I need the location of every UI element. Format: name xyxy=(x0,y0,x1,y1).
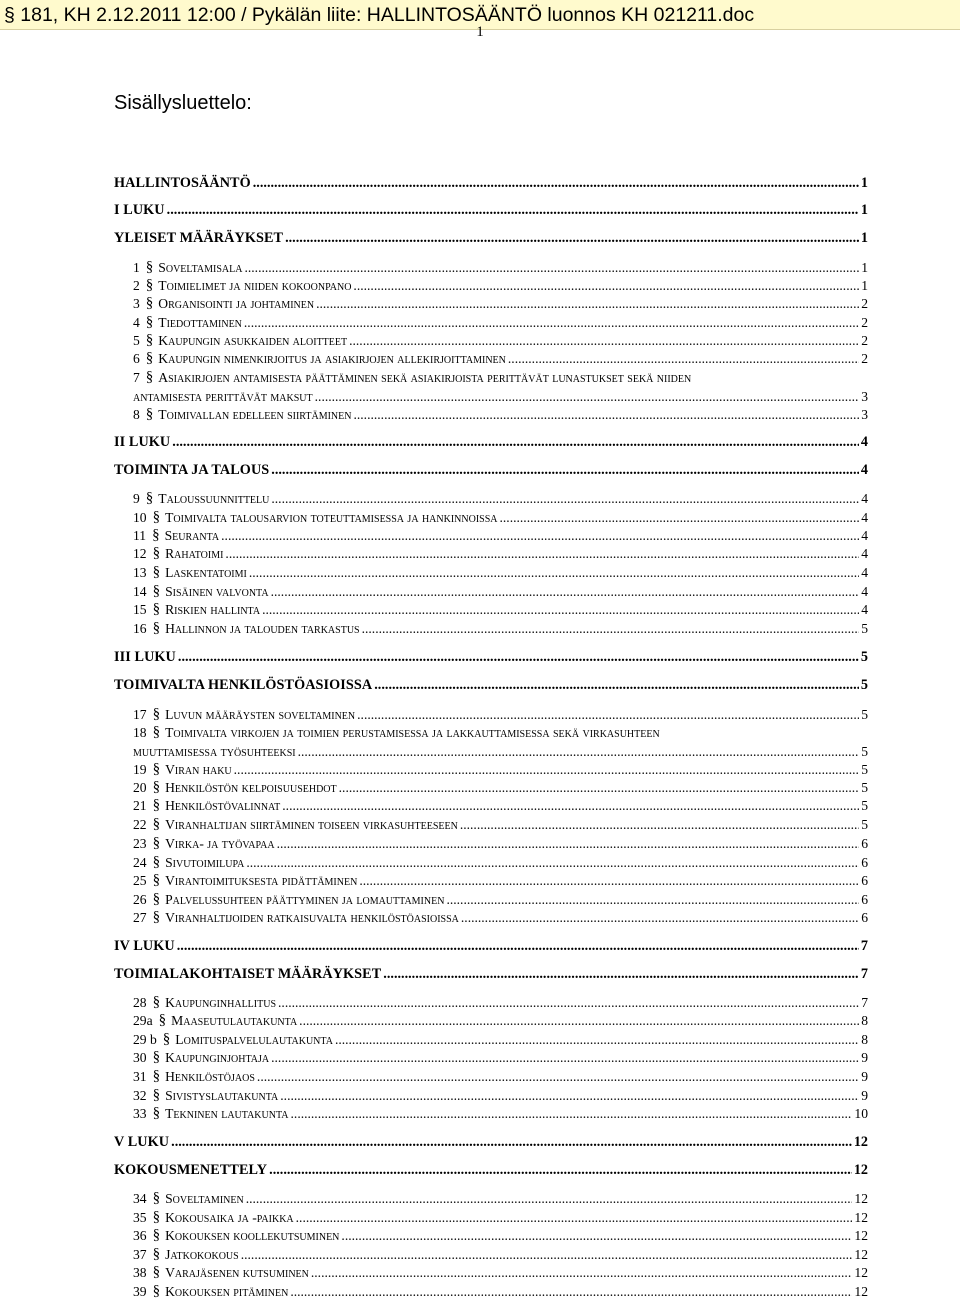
section-number: 34 xyxy=(133,1191,147,1206)
dot-leader xyxy=(374,677,859,694)
toc-section-entry[interactable] xyxy=(133,891,868,908)
toc-section-entry[interactable] xyxy=(133,277,868,294)
section-number: 16 xyxy=(133,621,147,636)
toc-section-entry[interactable] xyxy=(133,545,868,562)
section-sign-icon: § xyxy=(152,891,161,907)
entry-label: Viran haku xyxy=(165,762,232,777)
page-ref: 4 xyxy=(861,491,868,506)
section-number: 4 xyxy=(133,315,140,330)
section-number: 23 xyxy=(133,836,147,851)
dot-leader xyxy=(316,296,859,312)
section-sign-icon: § xyxy=(145,259,154,275)
dot-leader xyxy=(296,1210,853,1226)
page-ref: 9 xyxy=(861,1050,868,1065)
section-sign-icon: § xyxy=(145,490,154,506)
page-ref: 2 xyxy=(861,333,868,348)
entry-label: Toimivalta virkojen ja toimien perustamisessa ja lakkauttamisessa sekä virkasuhteen xyxy=(165,725,660,740)
section-sign-icon: § xyxy=(152,620,161,636)
toc-section-entry[interactable] xyxy=(133,1246,868,1263)
entry-label: Henkilöstöjaos xyxy=(165,1069,255,1084)
section-number: 6 xyxy=(133,351,140,366)
entry-label: Sivutoimilupa xyxy=(165,855,245,870)
section-number: 13 xyxy=(133,565,147,580)
dot-leader xyxy=(241,1247,853,1263)
section-number: 11 xyxy=(133,528,147,543)
entry-label: Toimivallan edelleen siirtäminen xyxy=(158,407,352,422)
toc-section-entry-continuation[interactable] xyxy=(133,388,868,405)
section-number: 14 xyxy=(133,584,147,599)
toc-section-entry[interactable] xyxy=(133,1227,868,1244)
dot-leader xyxy=(359,873,859,889)
entry-label: Kaupungin nimenkirjoitus ja asiakirjojen allekirjoittaminen xyxy=(158,351,506,366)
dot-leader xyxy=(246,1191,853,1207)
entry-label: Riskien hallinta xyxy=(165,602,261,617)
entry-label: Asiakirjojen antamisesta päättäminen sekä asiakirjoista perittävät lunastukset sekä niiden xyxy=(158,370,692,385)
toc-section-entry[interactable] xyxy=(133,406,868,423)
page-ref: 6 xyxy=(861,892,868,907)
dot-leader xyxy=(249,565,859,581)
entry-label: Kaupungin asukkaiden aloitteet xyxy=(158,333,348,348)
page-ref: 12 xyxy=(854,1247,868,1262)
page-ref: 5 xyxy=(861,744,868,759)
page-ref: 10 xyxy=(854,1106,868,1121)
section-number: 1 xyxy=(133,260,140,275)
dot-leader xyxy=(383,966,859,983)
dot-leader xyxy=(271,462,859,479)
section-sign-icon: § xyxy=(152,1087,161,1103)
section-number: 38 xyxy=(133,1265,147,1280)
toc-section-entry[interactable] xyxy=(133,295,868,312)
page-ref: 7 xyxy=(860,938,868,954)
toc-section-entry[interactable] xyxy=(133,872,868,889)
toc-section-entry[interactable] xyxy=(133,564,868,581)
entry-label: Maaseutulautakunta xyxy=(171,1013,298,1028)
section-sign-icon: § xyxy=(152,1209,161,1225)
entry-label: Virantoimituksesta pidättäminen xyxy=(165,873,358,888)
dot-leader xyxy=(271,584,860,600)
entry-label: Sisäinen valvonta xyxy=(165,584,269,599)
section-number: 20 xyxy=(133,780,147,795)
dot-leader xyxy=(299,1013,859,1029)
entry-label: TOIMIALAKOHTAISET MÄÄRÄYKSET xyxy=(114,966,382,982)
toc-section-entry[interactable] xyxy=(133,527,868,544)
section-sign-icon: § xyxy=(152,872,161,888)
entry-label: HALLINTOSÄÄNTÖ xyxy=(114,175,251,191)
page-ref: 3 xyxy=(861,407,868,422)
section-sign-icon: § xyxy=(145,369,154,385)
section-sign-icon: § xyxy=(145,314,154,330)
toc-section-entry[interactable] xyxy=(133,1087,868,1104)
entry-label: III LUKU xyxy=(114,649,176,665)
dot-leader xyxy=(285,230,859,247)
section-sign-icon: § xyxy=(145,332,154,348)
dot-leader xyxy=(234,762,860,778)
section-number: 9 xyxy=(133,491,140,506)
page-ref: 6 xyxy=(861,855,868,870)
toc-chapter-entry[interactable] xyxy=(114,461,868,479)
page-ref: 1 xyxy=(860,175,868,191)
section-sign-icon: § xyxy=(152,1264,161,1280)
section-sign-icon: § xyxy=(152,706,161,722)
dot-leader xyxy=(172,434,859,451)
page-ref: 5 xyxy=(861,780,868,795)
dot-leader xyxy=(335,1032,859,1048)
section-sign-icon: § xyxy=(145,350,154,366)
entry-label: Seuranta xyxy=(164,528,220,543)
toc-section-entry[interactable] xyxy=(133,601,868,618)
section-sign-icon: § xyxy=(162,1031,171,1047)
entry-label: IV LUKU xyxy=(114,938,175,954)
entry-label-continuation: muuttamisessa työsuhteeksi xyxy=(133,744,296,759)
page-ref: 12 xyxy=(854,1265,868,1280)
page-ref: 12 xyxy=(853,1162,868,1178)
section-sign-icon: § xyxy=(152,816,161,832)
entry-label: TOIMIVALTA HENKILÖSTÖASIOISSA xyxy=(114,677,373,693)
entry-label: Soveltaminen xyxy=(165,1191,244,1206)
dot-leader xyxy=(357,707,859,723)
page-ref: 5 xyxy=(861,762,868,777)
section-number: 37 xyxy=(133,1247,147,1262)
dot-leader xyxy=(362,621,860,637)
dot-leader xyxy=(246,855,859,871)
page-ref: 2 xyxy=(861,296,868,311)
section-number: 22 xyxy=(133,817,147,832)
toc-section-entry[interactable] xyxy=(133,816,868,833)
entry-label: Kaupunginhallitus xyxy=(165,995,277,1010)
toc-chapter-entry[interactable] xyxy=(114,1161,868,1179)
entry-label: Henkilöstövalinnat xyxy=(165,798,281,813)
dot-leader xyxy=(244,315,859,331)
page-ref: 2 xyxy=(861,315,868,330)
toc-chapter-entry[interactable] xyxy=(114,201,868,219)
toc-section-entry[interactable] xyxy=(133,706,868,723)
toc-section-entry[interactable] xyxy=(133,1049,868,1066)
entry-label: Rahatoimi xyxy=(165,546,224,561)
toc-chapter-entry[interactable] xyxy=(114,676,868,694)
section-number: 32 xyxy=(133,1088,147,1103)
section-sign-icon: § xyxy=(152,994,161,1010)
entry-label: Viranhaltijan siirtäminen toiseen virkasuhteeseen xyxy=(165,817,458,832)
dot-leader xyxy=(282,798,859,814)
toc-chapter-entry[interactable] xyxy=(114,433,868,451)
section-number: 3 xyxy=(133,296,140,311)
section-sign-icon: § xyxy=(152,909,161,925)
dot-leader xyxy=(177,938,859,955)
toc-section-entry[interactable] xyxy=(133,509,868,526)
section-number: 10 xyxy=(133,510,147,525)
section-sign-icon: § xyxy=(152,583,161,599)
toc-section-entry[interactable] xyxy=(133,1264,868,1281)
entry-label: Kokouksen pitäminen xyxy=(165,1284,289,1299)
toc-section-entry[interactable] xyxy=(133,909,868,926)
toc-chapter-entry[interactable] xyxy=(114,965,868,983)
page-ref: 5 xyxy=(861,707,868,722)
section-number: 19 xyxy=(133,762,147,777)
dot-leader xyxy=(262,602,859,618)
entry-label: Kaupunginjohtaja xyxy=(165,1050,270,1065)
page-ref: 7 xyxy=(860,966,868,982)
toc-section-entry[interactable] xyxy=(133,1012,868,1029)
toc-chapter-entry[interactable] xyxy=(114,937,868,955)
section-number: 33 xyxy=(133,1106,147,1121)
dot-leader xyxy=(460,817,859,833)
entry-label: Laskentatoimi xyxy=(165,565,247,580)
section-sign-icon: § xyxy=(152,509,161,525)
section-sign-icon: § xyxy=(152,1246,161,1262)
page-ref: 3 xyxy=(861,389,868,404)
dot-leader xyxy=(271,1050,859,1066)
section-sign-icon: § xyxy=(152,797,161,813)
dot-leader xyxy=(315,389,860,405)
dot-leader xyxy=(178,649,859,666)
toc-section-entry[interactable] xyxy=(133,1105,868,1122)
dot-leader xyxy=(253,175,859,192)
page-ref: 4 xyxy=(861,565,868,580)
dot-leader xyxy=(278,995,859,1011)
page-ref: 1 xyxy=(860,230,868,246)
section-number: 7 xyxy=(133,370,140,385)
page-ref: 4 xyxy=(861,584,868,599)
toc-section-entry[interactable] xyxy=(133,259,868,276)
page-ref: 4 xyxy=(861,528,868,543)
section-number: 29a xyxy=(133,1013,153,1028)
toc-section-entry[interactable] xyxy=(133,779,868,796)
page-ref: 12 xyxy=(854,1228,868,1243)
toc-section-entry[interactable] xyxy=(133,1031,868,1048)
section-number: 8 xyxy=(133,407,140,422)
dot-leader xyxy=(298,744,860,760)
section-sign-icon: § xyxy=(152,724,161,740)
entry-label: Palvelussuhteen päättyminen ja lomauttaminen xyxy=(165,892,445,907)
dot-leader xyxy=(221,528,859,544)
toc-chapter-entry[interactable] xyxy=(114,229,868,247)
entry-label: Varajäsenen kutsuminen xyxy=(165,1265,309,1280)
dot-leader xyxy=(311,1265,853,1281)
page-ref: 1 xyxy=(861,260,868,275)
entry-label: Hallinnon ja talouden tarkastus xyxy=(165,621,360,636)
dot-leader xyxy=(291,1106,853,1122)
toc-section-entry[interactable] xyxy=(133,797,868,814)
dot-leader xyxy=(339,780,860,796)
section-number: 35 xyxy=(133,1210,147,1225)
page-ref: 8 xyxy=(861,1032,868,1047)
section-number: 18 xyxy=(133,725,147,740)
entry-label: KOKOUSMENETTELY xyxy=(114,1162,268,1178)
page-number: 1 xyxy=(476,24,484,40)
toc-section-entry[interactable] xyxy=(133,332,868,349)
entry-label: Lomituspalvelulautakunta xyxy=(175,1032,333,1047)
dot-leader xyxy=(446,892,859,908)
toc-section-entry[interactable] xyxy=(133,490,868,507)
toc-section-entry[interactable] xyxy=(133,724,868,741)
page-ref: 1 xyxy=(861,278,868,293)
section-number: 15 xyxy=(133,602,147,617)
toc-section-entry[interactable] xyxy=(133,761,868,778)
section-number: 2 xyxy=(133,278,140,293)
entry-label: YLEISET MÄÄRÄYKSET xyxy=(114,230,284,246)
toc-section-entry-continuation[interactable] xyxy=(133,743,868,760)
page-ref: 4 xyxy=(861,510,868,525)
page-ref: 4 xyxy=(860,434,868,450)
entry-label: Jatkokokous xyxy=(165,1247,239,1262)
dot-leader xyxy=(353,407,859,423)
section-number: 39 xyxy=(133,1284,147,1299)
dot-leader xyxy=(353,278,859,294)
section-sign-icon: § xyxy=(152,1227,161,1243)
page-ref: 12 xyxy=(854,1284,868,1299)
entry-label: Organisointi ja johtaminen xyxy=(158,296,315,311)
header-title: § 181, KH 2.12.2011 12:00 / Pykälän liite: HALLINTOSÄÄNTÖ luonnos KH 021211.doc xyxy=(4,4,755,26)
toc-section-entry[interactable] xyxy=(133,854,868,871)
section-sign-icon: § xyxy=(152,779,161,795)
section-sign-icon: § xyxy=(145,277,154,293)
entry-label: Sivistyslautakunta xyxy=(165,1088,279,1103)
page-ref: 5 xyxy=(860,677,868,693)
toc-chapter-entry[interactable] xyxy=(114,174,868,192)
toc-section-entry[interactable] xyxy=(133,1190,868,1207)
section-number: 27 xyxy=(133,910,147,925)
dot-leader xyxy=(257,1069,859,1085)
entry-label: Kokousaika ja -paikka xyxy=(165,1210,294,1225)
section-number: 5 xyxy=(133,333,140,348)
section-sign-icon: § xyxy=(145,295,154,311)
entry-label: I LUKU xyxy=(114,202,165,218)
entry-label: Kokouksen koollekutsuminen xyxy=(165,1228,340,1243)
section-sign-icon: § xyxy=(152,601,161,617)
toc-section-entry[interactable] xyxy=(133,1068,868,1085)
toc-section-entry[interactable] xyxy=(133,620,868,637)
entry-label: Toimielimet ja niiden kokoonpano xyxy=(158,278,352,293)
page-ref: 6 xyxy=(861,836,868,851)
toc-chapter-entry[interactable] xyxy=(114,1133,868,1151)
toc-section-entry[interactable] xyxy=(133,369,868,386)
dot-leader xyxy=(171,1134,852,1151)
entry-label: Soveltamisala xyxy=(158,260,243,275)
section-number: 26 xyxy=(133,892,147,907)
page-ref: 12 xyxy=(854,1191,868,1206)
section-sign-icon: § xyxy=(152,835,161,851)
section-number: 30 xyxy=(133,1050,147,1065)
page-ref: 5 xyxy=(861,817,868,832)
toc-section-entry[interactable] xyxy=(133,314,868,331)
dot-leader xyxy=(508,351,859,367)
section-sign-icon: § xyxy=(152,1190,161,1206)
toc-section-entry[interactable] xyxy=(133,350,868,367)
section-number: 29 b xyxy=(133,1032,157,1047)
entry-label: Henkilöstön kelpoisuusehdot xyxy=(165,780,337,795)
toc-section-entry[interactable] xyxy=(133,994,868,1011)
dot-leader xyxy=(167,202,859,219)
page-ref: 12 xyxy=(853,1134,868,1150)
dot-leader xyxy=(225,546,859,562)
entry-label: Toimivalta talousarvion toteuttamisessa ja hankinnoissa xyxy=(165,510,498,525)
page-ref: 6 xyxy=(861,910,868,925)
toc-title: Sisällysluettelo: xyxy=(114,92,252,114)
dot-leader xyxy=(290,1284,852,1300)
dot-leader xyxy=(269,1162,852,1179)
entry-label: II LUKU xyxy=(114,434,171,450)
entry-label-continuation: antamisesta perittävät maksut xyxy=(133,389,313,404)
section-sign-icon: § xyxy=(152,1049,161,1065)
page-ref: 7 xyxy=(861,995,868,1010)
section-number: 31 xyxy=(133,1069,147,1084)
section-number: 21 xyxy=(133,798,147,813)
toc-section-entry[interactable] xyxy=(133,1209,868,1226)
section-sign-icon: § xyxy=(145,406,154,422)
entry-label: TOIMINTA JA TALOUS xyxy=(114,462,270,478)
page-ref: 4 xyxy=(861,602,868,617)
page-ref: 5 xyxy=(861,798,868,813)
entry-label: Luvun määräysten soveltaminen xyxy=(165,707,356,722)
dot-leader xyxy=(461,910,859,926)
entry-label: Tekninen lautakunta xyxy=(165,1106,289,1121)
section-number: 36 xyxy=(133,1228,147,1243)
page-ref: 12 xyxy=(854,1210,868,1225)
dot-leader xyxy=(271,491,859,507)
section-number: 17 xyxy=(133,707,147,722)
page-ref: 1 xyxy=(860,202,868,218)
toc-section-entry[interactable] xyxy=(133,1283,868,1300)
page-ref: 4 xyxy=(861,546,868,561)
section-sign-icon: § xyxy=(152,527,160,543)
section-sign-icon: § xyxy=(152,854,161,870)
page-ref: 9 xyxy=(861,1069,868,1084)
section-number: 25 xyxy=(133,873,147,888)
dot-leader xyxy=(341,1228,852,1244)
page-ref: 2 xyxy=(861,351,868,366)
section-sign-icon: § xyxy=(152,1105,161,1121)
dot-leader xyxy=(500,510,860,526)
page-ref: 6 xyxy=(861,873,868,888)
toc-section-entry[interactable] xyxy=(133,835,868,852)
page-ref: 8 xyxy=(861,1013,868,1028)
page-ref: 5 xyxy=(860,649,868,665)
section-sign-icon: § xyxy=(152,1283,161,1299)
section-sign-icon: § xyxy=(152,564,161,580)
section-sign-icon: § xyxy=(158,1012,167,1028)
dot-leader xyxy=(244,260,859,276)
entry-label: Viranhaltijoiden ratkaisuvalta henkilöstöasioissa xyxy=(165,910,459,925)
section-sign-icon: § xyxy=(152,761,161,777)
dot-leader xyxy=(349,333,859,349)
toc-chapter-entry[interactable] xyxy=(114,648,868,666)
section-sign-icon: § xyxy=(152,545,161,561)
entry-label: Tiedottaminen xyxy=(158,315,242,330)
entry-label: Taloussuunnittelu xyxy=(158,491,270,506)
toc-section-entry[interactable] xyxy=(133,583,868,600)
section-number: 12 xyxy=(133,546,147,561)
section-sign-icon: § xyxy=(152,1068,161,1084)
dot-leader xyxy=(277,836,860,852)
section-number: 28 xyxy=(133,995,147,1010)
entry-label: V LUKU xyxy=(114,1134,170,1150)
page-ref: 5 xyxy=(861,621,868,636)
page-ref: 4 xyxy=(860,462,868,478)
page-ref: 9 xyxy=(861,1088,868,1103)
section-number: 24 xyxy=(133,855,147,870)
dot-leader xyxy=(280,1088,859,1104)
entry-label: Virka- ja työvapaa xyxy=(165,836,275,851)
